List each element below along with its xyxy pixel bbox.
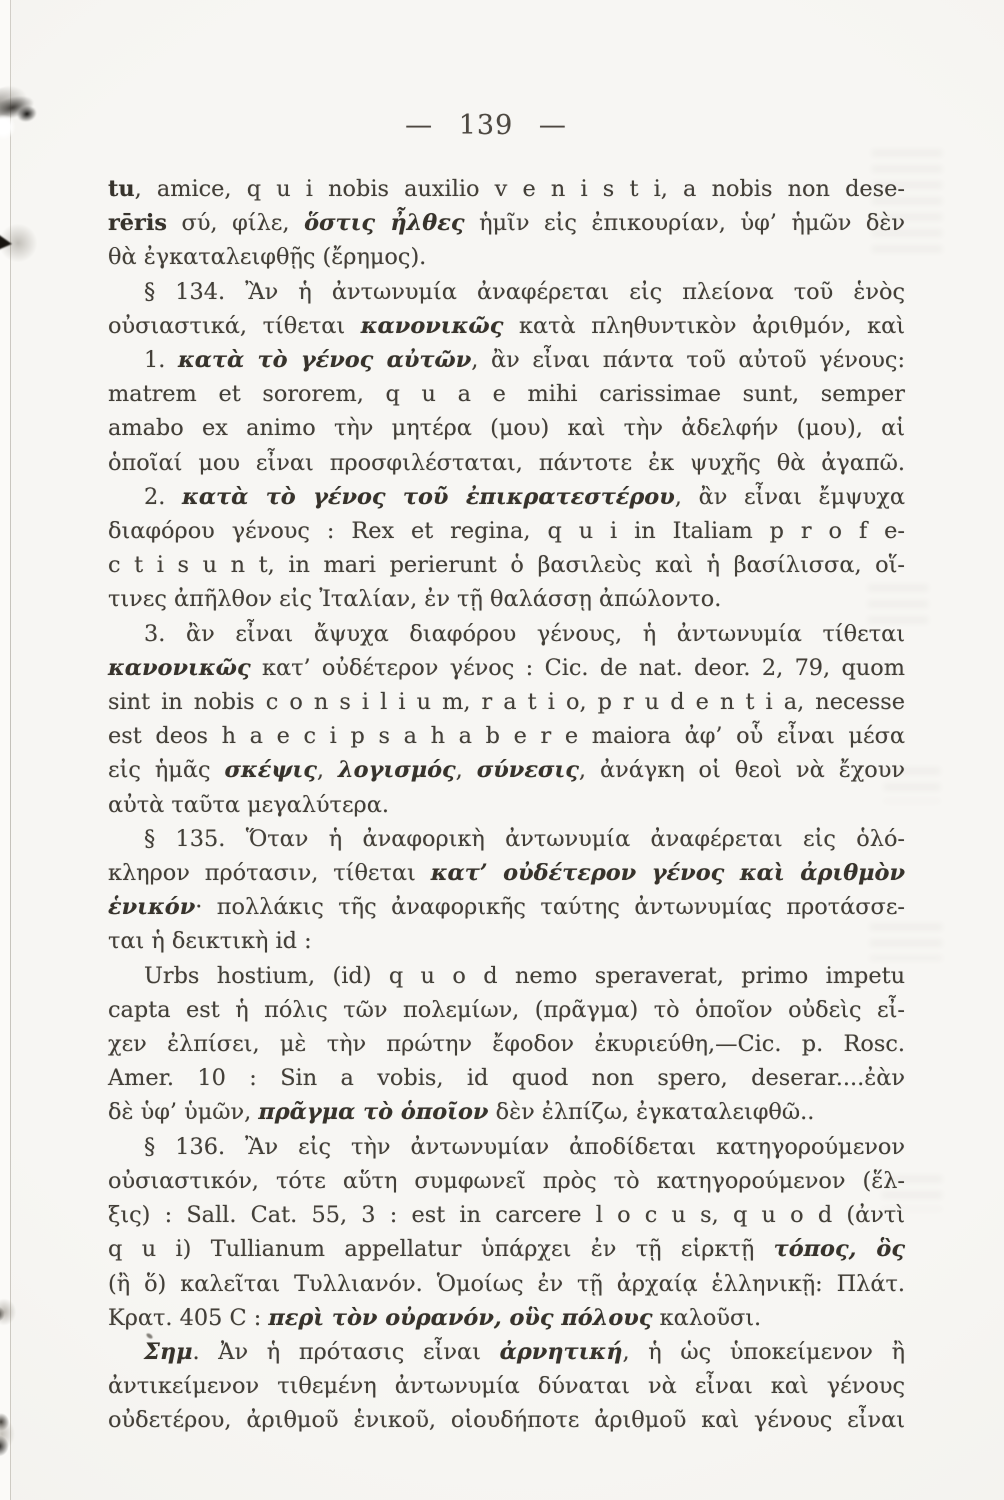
page-number: — 139 — <box>405 110 567 141</box>
text-line <box>108 924 905 958</box>
text-segment: c t i s u n t, in mari perierunt ὁ βασιλεὺς καὶ ἡ βασίλισσα, οἵ- <box>108 552 905 579</box>
text-segment: , ἡ ὡς ὑποκείμενον ἢ <box>622 1338 906 1365</box>
text-segment: matrem et sororem, q u a e mihi carissimae sunt, semper <box>108 381 905 408</box>
text-segment: καλοῦσι. <box>652 1304 762 1331</box>
text-segment: rēris <box>108 210 167 237</box>
text-line <box>108 514 905 548</box>
text-segment: τινες ἀπῆλθον εἰς Ἰταλίαν, ἐν τῇ θαλάσσῃ ἀπώλοντο. <box>108 586 722 613</box>
text-line <box>108 1403 905 1437</box>
text-line <box>108 856 905 890</box>
text-segment: , <box>455 757 477 784</box>
text-segment: οὐδετέρου, ἀριθμοῦ ἑνικοῦ, οἱουδήποτε ἀριθμοῦ καὶ γένους εἶναι <box>108 1407 905 1434</box>
text-segment: Σημ <box>144 1338 193 1365</box>
text-line <box>108 685 905 719</box>
text-line <box>108 719 905 753</box>
text-line <box>108 206 905 240</box>
text-line <box>108 275 905 309</box>
text-line <box>108 1301 905 1335</box>
text-segment: 2. <box>144 483 183 510</box>
text-segment: κατὰ πληθυντικὸν ἀριθμόν, καὶ <box>503 312 905 339</box>
text-line <box>108 446 905 480</box>
text-segment: Urbs hostium, (id) q u o d nemo speraverat, primo impetu <box>144 962 905 989</box>
text-segment: Κρατ. 405 C : <box>108 1304 269 1331</box>
text-segment: τόπος, ὃς <box>773 1236 905 1263</box>
text-segment: amabo ex animo τὴν μητέρα (μου) καὶ τὴν ἀδελφήν (μου), αἱ <box>108 415 905 442</box>
text-segment: εἰς ἡμᾶς <box>108 757 225 784</box>
text-segment: κανονικῶς <box>108 654 251 681</box>
text-segment: θὰ ἐγκαταλειφθῇς (ἔρημος). <box>108 244 427 271</box>
text-line <box>108 1232 905 1266</box>
text-segment: κατὰ τὸ γένος τοῦ ἐπικρατεστέρου <box>182 483 675 510</box>
text-line <box>108 1335 905 1369</box>
text-segment: ὁποῖαί μου εἶναι προσφιλέσταται, πάντοτε ἐκ ψυχῆς θὰ ἀγαπῶ. <box>108 449 905 476</box>
text-line <box>108 343 905 377</box>
text-line <box>108 753 905 787</box>
text-segment: , amice, q u i nobis auxilio v e n i s t i, a nobis non dese- <box>134 176 905 202</box>
text-segment: (ἢ ὅ) καλεῖται Τυλλιανόν. Ὁμοίως ἐν τῇ ἀρχαίᾳ ἑλληνικῇ: Πλάτ. <box>108 1270 905 1297</box>
text-line <box>108 890 905 924</box>
text-segment: § 136. Ἂν εἰς τὴν ἀντωνυμίαν ἀποδίδεται κατηγορούμενον <box>144 1133 905 1160</box>
text-line <box>108 1095 905 1129</box>
text-segment: κανονικῶς <box>360 312 504 339</box>
text-segment: ἀντικείμενον τιθεμένη ἀντωνυμία δύναται νὰ εἶναι καὶ γένους <box>108 1373 905 1400</box>
text-segment: σκέψις <box>224 757 317 784</box>
text-segment: , ἀνάγκη οἱ θεοὶ νὰ ἔχουν <box>578 757 905 784</box>
text-segment: , ἂν εἶναι ἔμψυχα <box>674 483 905 510</box>
text-segment: δὲν ἐλπίζω, ἐγκαταλειφθῶ.. <box>488 1099 815 1126</box>
text-line <box>108 651 905 685</box>
text-segment: sint in nobis c o n s i l i u m, r a t i o, p r u d e n t i a, necesse <box>108 689 905 716</box>
text-segment: λογισμός <box>337 757 456 784</box>
text-segment: tu <box>108 176 135 202</box>
text-segment: ἡμῖν εἰς ἐπικουρίαν, ὑφ’ ἡμῶν δὲν <box>464 210 906 237</box>
text-line <box>108 1267 905 1301</box>
text-segment: capta est ἡ πόλις τῶν πολεμίων, (πρᾶγμα) τὸ ὁποῖον οὐδεὶς εἶ- <box>108 996 905 1023</box>
text-segment: 3. ἂν εἶναι ἄψυχα διαφόρου γένους, ἡ ἀντωνυμία τίθεται <box>144 620 905 647</box>
text-segment: χεν ἐλπίσει, μὲ τὴν πρώτην ἔφοδον ἐκυριεύθη,—Cic. p. Rosc. <box>108 1031 905 1058</box>
text-segment: · πολλάκις τῆς ἀναφορικῆς ταύτης ἀντωνυμίας προτάσσε- <box>195 894 905 921</box>
text-line <box>108 1061 905 1095</box>
text-line <box>108 788 905 822</box>
text-segment: ἀρνητική <box>499 1338 623 1365</box>
text-segment: ὅστις ἦλθες <box>304 210 465 237</box>
page-edge-strip <box>0 0 10 1500</box>
text-segment: κατ’ οὐδέτερον γένος : Cic. de nat. deor. 2, 79, quom <box>250 654 905 681</box>
text-segment: ται ἡ δεικτικὴ id : <box>108 928 312 955</box>
text-segment: περὶ τὸν οὐρανόν, οὓς πόλους <box>268 1304 653 1331</box>
text-line <box>108 617 905 651</box>
text-segment: ἑνικόν <box>108 894 196 921</box>
page-fold-line <box>10 0 11 1500</box>
text-segment: § 134. Ἂν ἡ ἀντωνυμία ἀναφέρεται εἰς πλείονα τοῦ ἑνὸς <box>144 278 905 305</box>
text-segment: οὐσιαστικά, τίθεται <box>108 312 361 339</box>
text-line <box>108 240 905 274</box>
text-line <box>108 480 905 514</box>
text-line <box>108 411 905 445</box>
text-line <box>108 1198 905 1232</box>
text-line <box>108 959 905 993</box>
text-segment: Amer. 10 : Sin a vobis, id quod non spero, deserar....ἐὰν <box>108 1065 905 1092</box>
text-segment: κατ’ οὐδέτερον γένος καὶ ἀριθμὸν <box>430 860 905 887</box>
text-segment: δὲ ὑφ’ ὑμῶν, <box>108 1099 259 1126</box>
text-segment: ξις) : Sall. Cat. 55, 3 : est in carcere l o c u s, q u o d (ἀντὶ <box>108 1202 905 1229</box>
text-segment: διαφόρου γένους : Rex et regina, q u i in Italiam p r o f e- <box>108 518 905 545</box>
text-line <box>108 993 905 1027</box>
text-segment: q u i) Tullianum appellatur ὑπάρχει ἐν τῇ εἱρκτῇ <box>108 1236 774 1263</box>
text-line <box>108 377 905 411</box>
text-segment: σύ, φίλε, <box>166 210 305 237</box>
text-segment: est deos h a e c i p s a h a b e r e maiora ἀφ’ οὗ εἶναι μέσα <box>108 723 905 750</box>
text-line <box>108 822 905 856</box>
text-segment: οὐσιαστικόν, τότε αὕτη συμφωνεῖ πρὸς τὸ κατηγορούμενον (ἕλ- <box>108 1167 905 1194</box>
text-segment: 1. <box>144 347 178 374</box>
text-line <box>108 309 905 343</box>
text-segment: κατὰ τὸ γένος αὐτῶν <box>177 347 472 374</box>
text-segment: πρᾶγμα τὸ ὁποῖον <box>258 1099 489 1126</box>
text-segment: , ἂν εἶναι πάντα τοῦ αὐτοῦ γένους: <box>471 347 905 374</box>
text-segment: σύνεσις <box>476 757 579 784</box>
text-segment: § 135. Ὅταν ἡ ἀναφορικὴ ἀντωνυμία ἀναφέρεται εἰς ὁλό- <box>144 825 905 852</box>
text-line <box>108 172 905 206</box>
text-segment: . Ἀν ἡ πρότασις εἶναι <box>192 1338 500 1365</box>
text-segment: , <box>316 757 338 784</box>
text-line <box>108 1130 905 1164</box>
text-line <box>108 548 905 582</box>
text-segment: κληρον πρότασιν, τίθεται <box>108 860 431 887</box>
text-line <box>108 1164 905 1198</box>
text-segment: αὐτὰ ταῦτα μεγαλύτερα. <box>108 791 389 818</box>
text-line <box>108 582 905 616</box>
text-block <box>108 172 905 1438</box>
text-line <box>108 1369 905 1403</box>
text-line <box>108 1027 905 1061</box>
